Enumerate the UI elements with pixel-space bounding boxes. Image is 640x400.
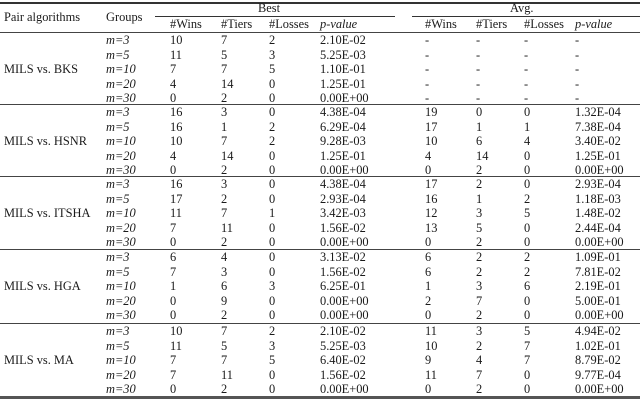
group-label: m=20 <box>106 76 136 91</box>
best-pvalue: 0.00E+00 <box>320 382 369 396</box>
group-label: m=10 <box>106 62 136 76</box>
avg-tiers: 4 <box>476 353 483 367</box>
best-wins: 16 <box>170 105 183 119</box>
group-label: m=30 <box>106 235 136 249</box>
best-wins: 10 <box>170 324 183 338</box>
avg-tiers: 0 <box>476 105 483 119</box>
best-wins: 7 <box>170 264 177 279</box>
best-tiers: 5 <box>221 47 228 62</box>
best-losses: 0 <box>269 163 276 177</box>
best-tiers: 14 <box>221 148 234 163</box>
pair-label: MILS vs. HSNR <box>4 134 87 148</box>
avg-tiers: 1 <box>476 191 483 206</box>
avg-losses: 7 <box>524 353 531 367</box>
best-wins: 0 <box>170 163 177 177</box>
avg-wins: 13 <box>425 220 438 235</box>
avg-wins: 2 <box>425 293 432 308</box>
best-losses: 0 <box>269 264 276 279</box>
group-label: m=3 <box>106 177 130 191</box>
avg-losses: 4 <box>524 134 531 148</box>
header-best-tiers: #Tiers <box>221 17 253 31</box>
avg-wins: 4 <box>425 148 432 163</box>
avg-tiers: 2 <box>476 382 483 396</box>
best-losses: 1 <box>269 206 276 220</box>
best-tiers: 2 <box>221 191 228 206</box>
pair-label: MILS vs. HGA <box>4 279 81 293</box>
best-tiers: 1 <box>221 119 228 134</box>
best-tiers: 7 <box>221 134 228 148</box>
avg-pvalue: 9.77E-04 <box>575 367 621 382</box>
avg-wins: 19 <box>425 105 438 119</box>
best-tiers: 2 <box>221 235 228 249</box>
avg-losses: - <box>524 76 529 91</box>
best-pvalue: 6.25E-01 <box>320 279 366 293</box>
avg-losses: 7 <box>524 338 531 353</box>
best-pvalue: 5.25E-03 <box>320 338 366 353</box>
avg-pvalue: - <box>575 91 580 105</box>
avg-pvalue: - <box>575 62 580 76</box>
best-pvalue: 5.25E-03 <box>320 47 366 62</box>
avg-wins: 12 <box>425 206 438 220</box>
best-pvalue: 0.00E+00 <box>320 91 369 105</box>
avg-tiers: - <box>476 33 481 47</box>
best-losses: 0 <box>269 148 276 163</box>
best-tiers: 2 <box>221 91 228 105</box>
best-tiers: 3 <box>221 105 228 119</box>
group-label: m=3 <box>106 105 130 119</box>
best-pvalue: 9.28E-03 <box>320 134 366 148</box>
best-tiers: 7 <box>221 206 228 220</box>
avg-tiers: 2 <box>476 250 483 264</box>
group-label: m=5 <box>106 338 130 353</box>
best-losses: 0 <box>269 76 276 91</box>
group-label: m=5 <box>106 191 130 206</box>
avg-wins: - <box>425 76 430 91</box>
best-pvalue: 1.56E-02 <box>320 264 366 279</box>
best-tiers: 7 <box>221 353 228 367</box>
avg-losses: 1 <box>524 119 531 134</box>
best-losses: 2 <box>269 324 276 338</box>
header-best-losses: #Losses <box>269 17 309 31</box>
best-pvalue: 0.00E+00 <box>320 308 369 322</box>
best-wins: 11 <box>170 47 182 62</box>
avg-losses: 0 <box>524 235 531 249</box>
best-tiers: 3 <box>221 264 228 279</box>
group-label: m=3 <box>106 33 130 47</box>
avg-losses: - <box>524 33 529 47</box>
pair-label: MILS vs. BKS <box>4 62 79 76</box>
best-wins: 17 <box>170 191 183 206</box>
avg-tiers: - <box>476 62 481 76</box>
best-pvalue: 3.42E-03 <box>320 206 366 220</box>
avg-pvalue: 0.00E+00 <box>575 163 624 177</box>
avg-losses: 0 <box>524 177 531 191</box>
avg-pvalue: 0.00E+00 <box>575 235 624 249</box>
avg-tiers: 3 <box>476 279 483 293</box>
avg-pvalue: - <box>575 47 580 62</box>
avg-wins: 17 <box>425 177 438 191</box>
best-tiers: 9 <box>221 293 228 308</box>
avg-tiers: 2 <box>476 177 483 191</box>
avg-tiers: 5 <box>476 220 483 235</box>
best-wins: 0 <box>170 308 177 322</box>
best-wins: 4 <box>170 148 177 163</box>
avg-losses: 5 <box>524 206 531 220</box>
avg-wins: 10 <box>425 338 438 353</box>
best-wins: 4 <box>170 76 177 91</box>
best-tiers: 7 <box>221 33 228 47</box>
best-losses: 0 <box>269 250 276 264</box>
best-tiers: 4 <box>221 250 228 264</box>
group-label: m=20 <box>106 148 136 163</box>
avg-losses: - <box>524 62 529 76</box>
avg-pvalue: 0.00E+00 <box>575 308 624 322</box>
avg-tiers: 14 <box>476 148 489 163</box>
best-tiers: 2 <box>221 163 228 177</box>
header-pair-algorithms: Pair algorithms <box>4 10 81 24</box>
avg-losses: - <box>524 47 529 62</box>
best-losses: 0 <box>269 220 276 235</box>
group-label: m=3 <box>106 250 130 264</box>
avg-losses: 0 <box>524 382 531 396</box>
group-label: m=10 <box>106 353 136 367</box>
avg-losses: 2 <box>524 191 531 206</box>
avg-tiers: 2 <box>476 308 483 322</box>
best-losses: 0 <box>269 367 276 382</box>
avg-pvalue: 1.25E-01 <box>575 148 621 163</box>
best-tiers: 5 <box>221 338 228 353</box>
header-avg-losses: #Losses <box>524 17 564 31</box>
avg-wins: - <box>425 62 430 76</box>
best-tiers: 2 <box>221 382 228 396</box>
best-tiers: 11 <box>221 220 233 235</box>
avg-losses: 0 <box>524 367 531 382</box>
avg-wins: 0 <box>425 235 432 249</box>
best-tiers: 2 <box>221 308 228 322</box>
avg-pvalue: 1.02E-01 <box>575 338 621 353</box>
best-wins: 7 <box>170 353 177 367</box>
best-wins: 0 <box>170 382 177 396</box>
avg-pvalue: 2.93E-04 <box>575 177 621 191</box>
best-wins: 7 <box>170 62 177 76</box>
header-best-wins: #Wins <box>170 17 202 31</box>
avg-pvalue: 5.00E-01 <box>575 293 621 308</box>
avg-wins: 10 <box>425 134 438 148</box>
best-losses: 0 <box>269 293 276 308</box>
best-wins: 0 <box>170 91 177 105</box>
avg-tiers: 2 <box>476 163 483 177</box>
avg-pvalue: 2.19E-01 <box>575 279 621 293</box>
avg-tiers: 1 <box>476 119 483 134</box>
header-avg-pvalue: p-value <box>575 17 613 31</box>
avg-pvalue: 1.09E-01 <box>575 250 621 264</box>
header-avg-wins: #Wins <box>425 17 457 31</box>
best-pvalue: 6.40E-02 <box>320 353 366 367</box>
best-pvalue: 1.10E-01 <box>320 62 366 76</box>
group-label: m=30 <box>106 382 136 396</box>
group-label: m=30 <box>106 91 136 105</box>
avg-pvalue: 8.79E-02 <box>575 353 621 367</box>
best-losses: 0 <box>269 105 276 119</box>
avg-pvalue: 1.32E-04 <box>575 105 621 119</box>
group-label: m=20 <box>106 293 136 308</box>
best-losses: 0 <box>269 177 276 191</box>
group-label: m=10 <box>106 279 136 293</box>
avg-tiers: 2 <box>476 264 483 279</box>
avg-wins: 16 <box>425 191 438 206</box>
best-tiers: 14 <box>221 76 234 91</box>
best-pvalue: 1.25E-01 <box>320 76 366 91</box>
best-tiers: 7 <box>221 324 228 338</box>
avg-pvalue: 7.81E-02 <box>575 264 621 279</box>
best-pvalue: 1.56E-02 <box>320 220 366 235</box>
best-pvalue: 6.29E-04 <box>320 119 366 134</box>
avg-wins: 11 <box>425 367 437 382</box>
best-losses: 0 <box>269 235 276 249</box>
best-pvalue: 0.00E+00 <box>320 235 369 249</box>
avg-pvalue: - <box>575 76 580 91</box>
avg-losses: 0 <box>524 308 531 322</box>
best-wins: 11 <box>170 338 182 353</box>
bottom-rule <box>0 396 640 399</box>
group-label: m=5 <box>106 47 130 62</box>
group-label: m=30 <box>106 163 136 177</box>
best-pvalue: 1.56E-02 <box>320 367 366 382</box>
best-losses: 0 <box>269 191 276 206</box>
avg-tiers: 2 <box>476 338 483 353</box>
avg-pvalue: 3.40E-02 <box>575 134 621 148</box>
avg-pvalue: 2.44E-04 <box>575 220 621 235</box>
best-tiers: 11 <box>221 367 233 382</box>
best-pvalue: 2.93E-04 <box>320 191 366 206</box>
group-label: m=20 <box>106 220 136 235</box>
pair-label: MILS vs. ITSHA <box>4 206 91 220</box>
avg-pvalue: 4.94E-02 <box>575 324 621 338</box>
avg-tiers: 2 <box>476 235 483 249</box>
best-wins: 16 <box>170 119 183 134</box>
avg-losses: 0 <box>524 148 531 163</box>
avg-tiers: 7 <box>476 367 483 382</box>
best-wins: 0 <box>170 235 177 249</box>
best-losses: 2 <box>269 119 276 134</box>
avg-pvalue: - <box>575 33 580 47</box>
best-wins: 7 <box>170 220 177 235</box>
best-wins: 1 <box>170 279 177 293</box>
avg-pvalue: 7.38E-04 <box>575 119 621 134</box>
best-wins: 10 <box>170 33 183 47</box>
group-label: m=5 <box>106 119 130 134</box>
best-losses: 2 <box>269 134 276 148</box>
best-tiers: 7 <box>221 62 228 76</box>
avg-losses: 0 <box>524 163 531 177</box>
best-wins: 7 <box>170 367 177 382</box>
best-pvalue: 1.25E-01 <box>320 148 366 163</box>
best-losses: 3 <box>269 338 276 353</box>
avg-losses: 0 <box>524 105 531 119</box>
avg-wins: 6 <box>425 250 432 264</box>
avg-tiers: 3 <box>476 324 483 338</box>
best-losses: 3 <box>269 279 276 293</box>
avg-losses: - <box>524 91 529 105</box>
avg-losses: 2 <box>524 264 531 279</box>
group-label: m=10 <box>106 134 136 148</box>
best-wins: 10 <box>170 134 183 148</box>
group-label: m=5 <box>106 264 130 279</box>
best-losses: 5 <box>269 62 276 76</box>
avg-losses: 0 <box>524 293 531 308</box>
group-label: m=10 <box>106 206 136 220</box>
top-rule <box>0 2 640 4</box>
avg-wins: 17 <box>425 119 438 134</box>
avg-tiers: - <box>476 91 481 105</box>
best-wins: 11 <box>170 206 182 220</box>
avg-losses: 0 <box>524 220 531 235</box>
pair-label: MILS vs. MA <box>4 353 74 367</box>
avg-wins: 0 <box>425 382 432 396</box>
avg-losses: 2 <box>524 250 531 264</box>
avg-tiers: 3 <box>476 206 483 220</box>
best-losses: 0 <box>269 308 276 322</box>
best-losses: 0 <box>269 91 276 105</box>
group-label: m=30 <box>106 308 136 322</box>
best-pvalue: 4.38E-04 <box>320 177 366 191</box>
header-avg-tiers: #Tiers <box>476 17 508 31</box>
avg-wins: 0 <box>425 308 432 322</box>
avg-wins: 11 <box>425 324 437 338</box>
avg-wins: 0 <box>425 163 432 177</box>
best-losses: 5 <box>269 353 276 367</box>
best-pvalue: 3.13E-02 <box>320 250 366 264</box>
avg-pvalue: 1.48E-02 <box>575 206 621 220</box>
best-wins: 16 <box>170 177 183 191</box>
avg-tiers: - <box>476 76 481 91</box>
avg-tiers: - <box>476 47 481 62</box>
avg-wins: - <box>425 33 430 47</box>
avg-wins: 1 <box>425 279 432 293</box>
avg-tiers: 7 <box>476 293 483 308</box>
best-pvalue: 2.10E-02 <box>320 324 366 338</box>
group-label: m=3 <box>106 324 130 338</box>
best-wins: 0 <box>170 293 177 308</box>
avg-wins: - <box>425 91 430 105</box>
best-pvalue: 4.38E-04 <box>320 105 366 119</box>
best-tiers: 6 <box>221 279 228 293</box>
best-losses: 2 <box>269 33 276 47</box>
avg-wins: - <box>425 47 430 62</box>
best-pvalue: 2.10E-02 <box>320 33 366 47</box>
header-best: Best <box>258 1 281 15</box>
best-wins: 6 <box>170 250 177 264</box>
avg-pvalue: 1.18E-03 <box>575 191 621 206</box>
header-groups: Groups <box>106 10 143 24</box>
avg-pvalue: 0.00E+00 <box>575 382 624 396</box>
group-label: m=20 <box>106 367 136 382</box>
best-pvalue: 0.00E+00 <box>320 163 369 177</box>
avg-losses: 6 <box>524 279 531 293</box>
avg-losses: 5 <box>524 324 531 338</box>
header-avg: Avg. <box>510 1 534 15</box>
best-losses: 3 <box>269 47 276 62</box>
avg-wins: 6 <box>425 264 432 279</box>
header-best-pvalue: p-value <box>320 17 358 31</box>
avg-wins: 9 <box>425 353 432 367</box>
avg-tiers: 6 <box>476 134 483 148</box>
best-tiers: 3 <box>221 177 228 191</box>
best-losses: 0 <box>269 382 276 396</box>
best-pvalue: 0.00E+00 <box>320 293 369 308</box>
